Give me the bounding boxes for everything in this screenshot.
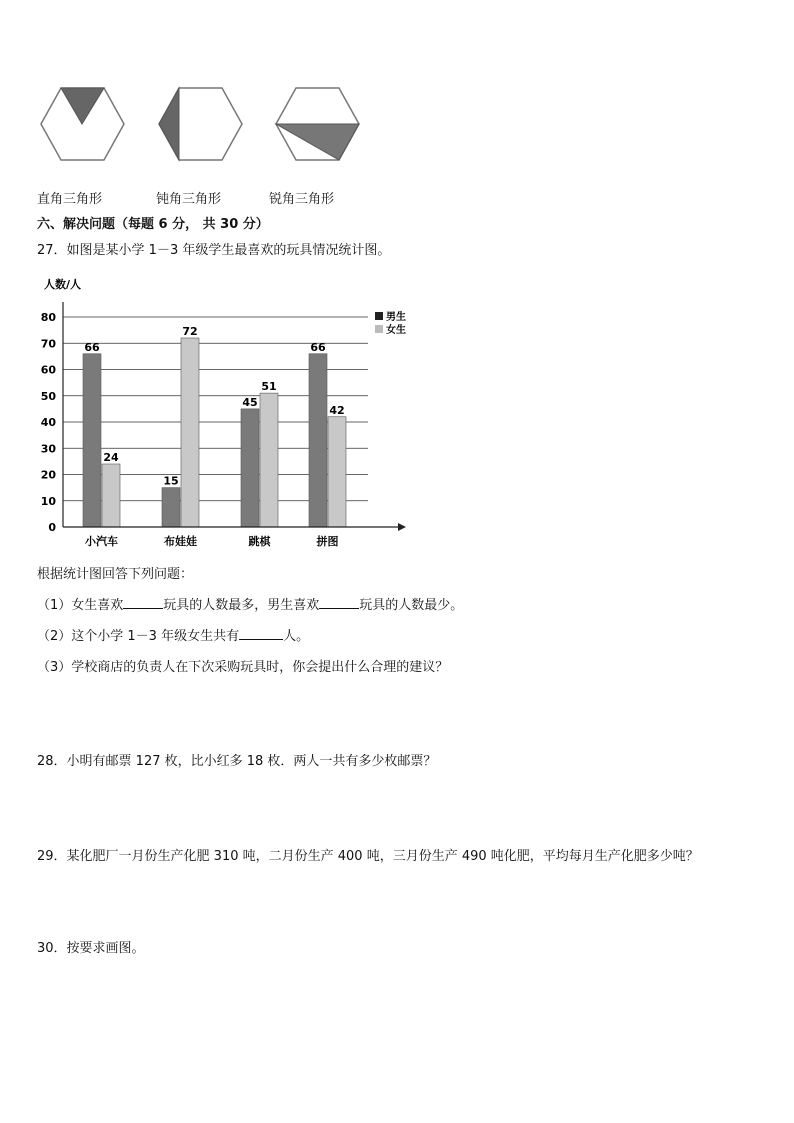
y-tick-label: 80 <box>40 311 56 324</box>
hexagon-right-triangle <box>41 88 124 160</box>
y-tick-label: 50 <box>40 389 56 403</box>
legend-label-boys: 男生 <box>386 312 406 323</box>
data-label: 45 <box>242 395 258 409</box>
q30: 30．按要求画图。 <box>37 941 145 956</box>
x-tick-labels <box>85 534 339 548</box>
q28: 28．小明有邮票 127 枚，比小红多 18 枚．两人一共有多少枚邮票？ <box>37 754 437 769</box>
q27-part1-c: 玩具的人数最少。 <box>359 598 464 613</box>
q27-part2-a: （2）这个小学 1－3 年级女生共有 <box>37 629 240 644</box>
hexagon-label-acute: 锐角三角形 <box>269 192 335 207</box>
q27-part1 <box>37 594 463 613</box>
x-tick-label: 布娃娃 <box>164 535 197 548</box>
data-label: 51 <box>261 380 277 394</box>
q27-part2 <box>37 625 309 644</box>
bar-boys-0 <box>83 354 101 527</box>
q27-part1-a: （1）女生喜欢 <box>37 598 124 613</box>
q27-part1-b: 玩具的人数最多，男生喜欢 <box>163 598 320 613</box>
bar-girls-1 <box>181 338 199 527</box>
bar-girls-2 <box>260 393 278 527</box>
hexagon-figures <box>30 80 380 170</box>
x-tick-label: 小汽车 <box>85 535 118 548</box>
bars <box>83 338 346 527</box>
x-tick-label: 拼图 <box>316 535 339 548</box>
y-tick-label: 30 <box>40 442 56 456</box>
shaded-obtuse-triangle <box>159 88 179 160</box>
q27-stem: 27．如图是某小学 1－3 年级学生最喜欢的玩具情况统计图。 <box>37 243 391 258</box>
x-tick-label: 跳棋 <box>248 535 271 548</box>
q27-intro: 根据统计图回答下列问题： <box>37 567 194 582</box>
legend-swatch-boys <box>375 312 383 320</box>
hexagon-obtuse-triangle <box>159 88 242 160</box>
data-labels <box>84 325 344 488</box>
y-tick-label: 10 <box>40 494 56 508</box>
q29: 29．某化肥厂一月份生产化肥 310 吨，二月份生产 400 吨，三月份生产 490 吨化肥，平均每月生产化肥多少吨？ <box>37 849 699 864</box>
y-tick-label: 0 <box>48 521 56 534</box>
hexagon-label-right: 直角三角形 <box>37 192 103 207</box>
x-axis-arrow <box>398 523 406 531</box>
data-label: 66 <box>310 340 326 354</box>
bar-boys-3 <box>309 354 327 527</box>
hexagon-acute-triangle <box>276 88 359 160</box>
data-label: 72 <box>182 325 198 338</box>
bar-boys-1 <box>162 488 180 527</box>
y-tick-label: 20 <box>40 468 56 482</box>
bar-boys-2 <box>241 409 259 527</box>
data-label: 15 <box>163 474 179 488</box>
section-title: 六、解决问题（每题 6 分， 共 30 分） <box>37 217 269 232</box>
answer-blank-girls-most[interactable] <box>123 596 163 609</box>
data-label: 42 <box>329 403 345 417</box>
answer-blank-girls-total[interactable] <box>239 627 283 640</box>
bar-girls-3 <box>328 417 346 527</box>
hexagon-label-obtuse: 钝角三角形 <box>156 192 222 207</box>
answer-blank-boys-least[interactable] <box>319 596 359 609</box>
y-tick-label: 60 <box>40 363 56 377</box>
y-tick-label: 40 <box>40 416 56 429</box>
bar-girls-0 <box>102 464 120 527</box>
q27-part2-b: 人。 <box>283 629 310 644</box>
bar-chart <box>30 272 420 552</box>
y-tick-labels <box>41 311 57 534</box>
legend <box>375 310 406 336</box>
legend-label-girls: 女生 <box>386 325 406 336</box>
legend-swatch-girls <box>375 325 383 333</box>
y-axis-label: 人数/人 <box>44 278 82 291</box>
data-label: 24 <box>103 451 119 464</box>
data-label: 66 <box>84 340 100 354</box>
q27-part3: （3）学校商店的负责人在下次采购玩具时，你会提出什么合理的建议？ <box>37 660 449 675</box>
y-tick-label: 70 <box>40 337 56 351</box>
